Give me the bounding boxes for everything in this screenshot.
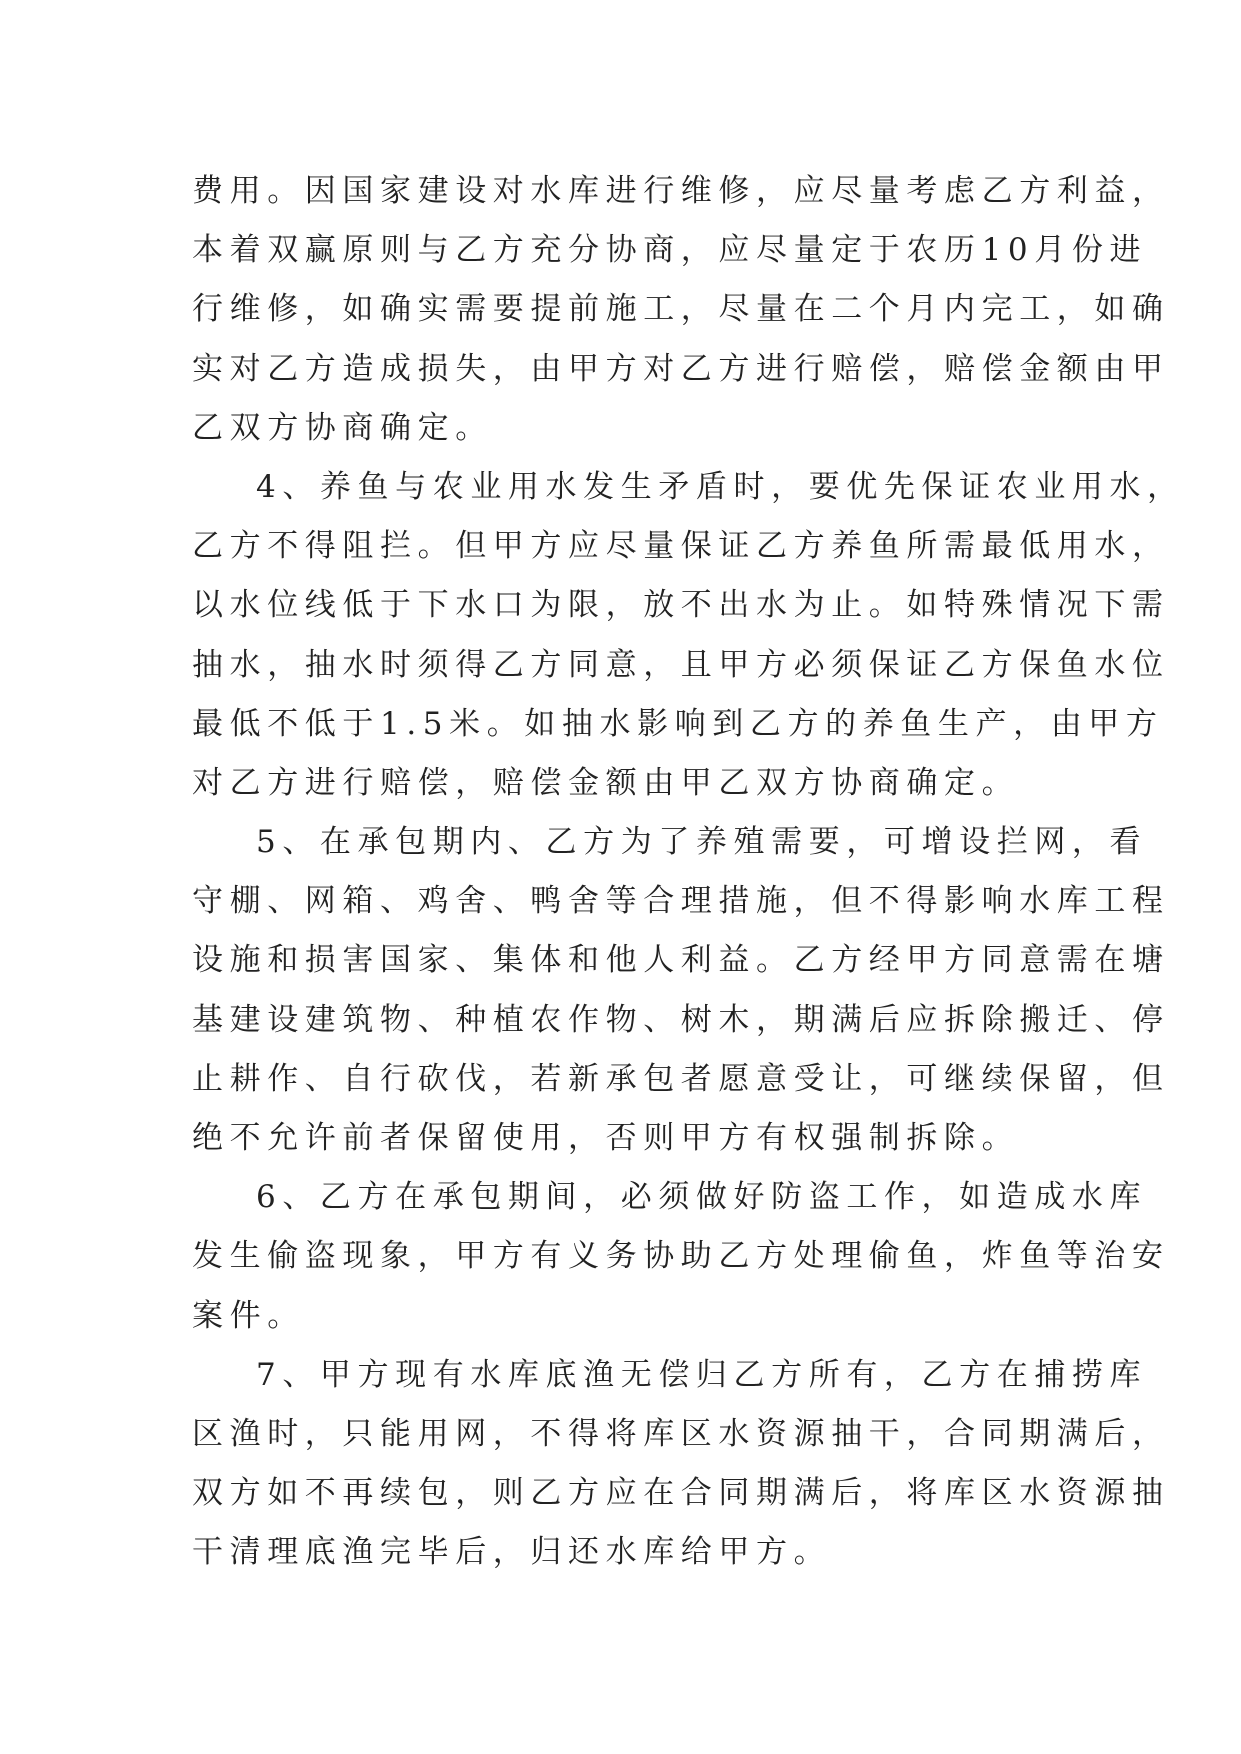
text-line: 设施和损害国家、集体和他人利益。乙方经甲方同意需在塘 bbox=[192, 942, 1170, 979]
text-line: 对乙方进行赔偿，赔偿金额由甲乙双方协商确定。 bbox=[192, 764, 1020, 801]
text-line: 双方如不再续包，则乙方应在合同期满后，将库区水资源抽 bbox=[192, 1475, 1170, 1512]
text-line: 乙方不得阻拦。但甲方应尽量保证乙方养鱼所需最低用水， bbox=[192, 528, 1170, 565]
text-line: 干清理底渔完毕后，归还水库给甲方。 bbox=[192, 1534, 832, 1571]
paragraph-clause-4 bbox=[192, 458, 1185, 813]
text-line: 5、在承包期内、乙方为了养殖需要，可增设拦网，看 bbox=[256, 824, 1148, 861]
text-line: 7、甲方现有水库底渔无偿归乙方所有，乙方在捕捞库 bbox=[256, 1356, 1148, 1393]
text-line: 案件。 bbox=[192, 1297, 305, 1334]
document-body bbox=[192, 162, 1185, 1583]
text-line: 行维修，如确实需要提前施工，尽量在二个月内完工，如确 bbox=[192, 291, 1170, 328]
text-line: 最低不低于1.5米。如抽水影响到乙方的养鱼生产，由甲方 bbox=[192, 705, 1164, 742]
paragraph-clause-6 bbox=[192, 1168, 1170, 1346]
text-line: 6、乙方在承包期间，必须做好防盗工作，如造成水库 bbox=[256, 1179, 1148, 1216]
text-line: 守棚、网箱、鸡舍、鸭舍等合理措施，但不得影响水库工程 bbox=[192, 883, 1170, 920]
text-line: 抽水，抽水时须得乙方同意，且甲方必须保证乙方保鱼水位 bbox=[192, 646, 1170, 683]
paragraph-clause-7 bbox=[192, 1346, 1170, 1583]
text-line: 绝不允许前者保留使用，否则甲方有权强制拆除。 bbox=[192, 1120, 1020, 1156]
text-line: 发生偷盗现象，甲方有义务协助乙方处理偷鱼，炸鱼等治安 bbox=[192, 1238, 1170, 1275]
text-line: 费用。因国家建设对水库进行维修，应尽量考虑乙方利益， bbox=[192, 173, 1170, 209]
text-line: 区渔时，只能用网，不得将库区水资源抽干，合同期满后， bbox=[192, 1415, 1170, 1452]
text-line: 止耕作、自行砍伐，若新承包者愿意受让，可继续保留，但 bbox=[192, 1060, 1170, 1097]
text-line: 本着双赢原则与乙方充分协商，应尽量定于农历10月份进 bbox=[192, 232, 1148, 269]
text-line: 乙双方协商确定。 bbox=[192, 409, 493, 446]
text-line: 基建设建筑物、种植农作物、树木，期满后应拆除搬迁、停 bbox=[192, 1001, 1170, 1038]
paragraph-clause-5 bbox=[192, 813, 1170, 1168]
text-line: 4、养鱼与农业用水发生矛盾时，要优先保证农业用水， bbox=[256, 468, 1185, 505]
text-line: 以水位线低于下水口为限，放不出水为止。如特殊情况下需 bbox=[192, 587, 1170, 624]
text-line: 实对乙方造成损失，由甲方对乙方进行赔偿，赔偿金额由甲 bbox=[192, 350, 1170, 387]
paragraph-repair-costs bbox=[192, 162, 1170, 458]
